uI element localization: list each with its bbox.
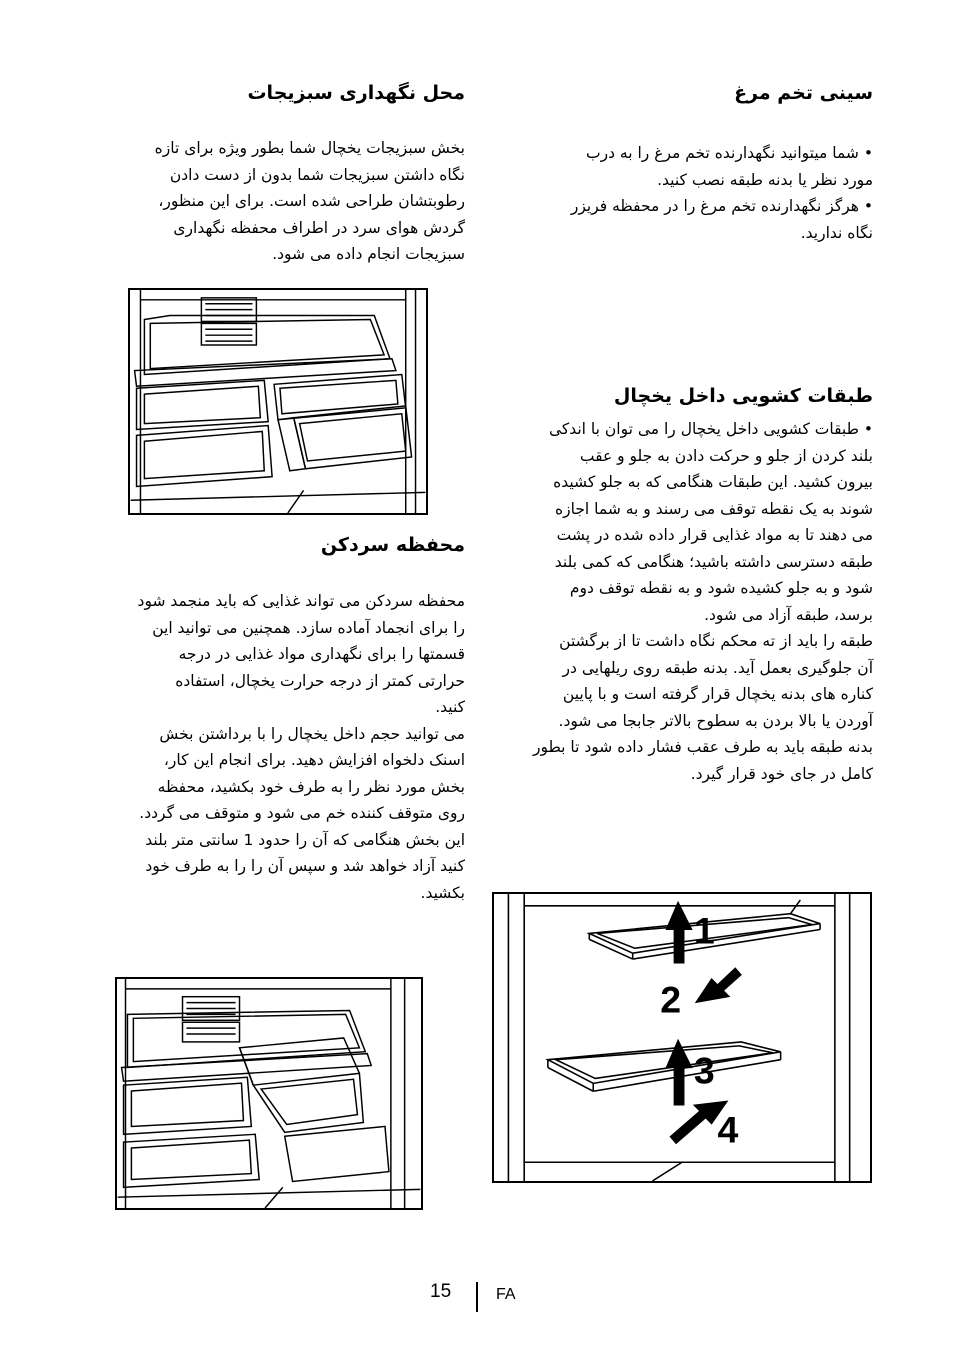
text-line: کناره های بدنه یخچال قرار گرفته است و با پایین bbox=[562, 685, 873, 703]
crisper-drawing bbox=[130, 290, 426, 513]
step-label-3: 3 bbox=[693, 1049, 715, 1092]
text-line: محفظه سردکن می تواند غذایی که باید منجمد شود bbox=[137, 592, 465, 610]
crisper-text bbox=[88, 135, 465, 268]
text-line: را برای انجماد آماده سازد. همچنین می توانید این bbox=[152, 618, 465, 637]
text-line: نگاه داشتن سبزیجات شما بدون از دست دادن bbox=[169, 165, 465, 184]
text-line: کنید. bbox=[435, 698, 465, 716]
text-line: آن جلوگیری بعمل آید. بدنه طبقه روی ریلهایی در bbox=[562, 658, 873, 677]
chiller-text bbox=[88, 588, 465, 906]
text-line: آوردن یا بالا بردن به سطوح بالاتر جابجا می شود. bbox=[558, 711, 873, 730]
text-line: حرارتی کمتر از درجه حرارت یخچال، استفاده bbox=[175, 671, 465, 690]
text-line: اسنک دلخواه افزایش دهید. برای انجام این کار، bbox=[163, 751, 465, 769]
text-line: گردش هوای سرد در اطراف محفظه نگهداری bbox=[173, 218, 465, 237]
page-number: 15 bbox=[430, 1281, 452, 1302]
text-line: • هرگز نگهدارنده تخم مرغ را در محفظه فریزر bbox=[570, 197, 873, 215]
text-line: بخش سبزیجات یخچال شما بطور ویژه برای تازه bbox=[154, 139, 465, 157]
text-line: کنید آزاد خواهد شد و سپس آن را را به طرف خود bbox=[145, 857, 465, 875]
step-label-2: 2 bbox=[660, 978, 682, 1021]
text-line: مورد نظر یا بدنه طبقه نصب کنید. bbox=[657, 170, 873, 189]
egg-tray-title: سینی تخم مرغ bbox=[734, 82, 873, 104]
chiller-illustration bbox=[115, 977, 423, 1210]
chiller-drawing bbox=[117, 979, 421, 1208]
shelf-steps-illustration bbox=[492, 892, 872, 1183]
text-line: بلند کردن از جلو و حرکت دادن به جلو و عقب bbox=[579, 446, 873, 465]
text-line: طبقه دسترسی داشته باشید؛ هنگامی که کمی بلند bbox=[554, 552, 873, 571]
chiller-title: محفظه سردکن bbox=[320, 534, 465, 556]
text-line: شوند به یک نقطه توقف می رسند و به شما اجازه bbox=[555, 499, 873, 518]
text-line: طبقه را باید از ته محکم نگاه داشت تا از برگشتن bbox=[559, 632, 873, 650]
text-line: بکشید. bbox=[420, 883, 465, 902]
shelf-drawing bbox=[494, 894, 870, 1181]
egg-tray-text bbox=[492, 140, 873, 246]
text-line: این بخش هنگامی که آن را حدود 1 سانتی متر بلند bbox=[145, 830, 465, 849]
text-line: می توانید حجم داخل یخچال را با برداشتن بخش bbox=[159, 724, 465, 743]
text-line: می دهند تا به مواد غذایی قرار داده شده در پشت bbox=[556, 526, 873, 544]
text-line: • شما میتوانید نگهدارنده تخم مرغ را به درب bbox=[586, 144, 873, 162]
sliding-shelves-text bbox=[492, 416, 873, 787]
crisper-title: محل نگهداری سبزیجات bbox=[247, 82, 465, 104]
text-line: برسد، طبقه آزاد می شود. bbox=[704, 605, 873, 624]
text-line: بخش مورد نظر را به طرف خود بکشید، محفظه bbox=[157, 777, 465, 796]
text-line: بیرون کشید. این طبقات هنگامی که به جلو کشیده bbox=[553, 473, 873, 491]
crisper-illustration bbox=[128, 288, 428, 515]
text-line: سبزیجات انجام داده می شود. bbox=[272, 245, 465, 263]
text-line: نگاه ندارید. bbox=[800, 223, 873, 242]
step-label-4: 4 bbox=[717, 1108, 739, 1151]
text-line: روی متوقف کننده خم می شود و متوقف می گردد. bbox=[139, 804, 465, 822]
language-code: FA bbox=[496, 1286, 516, 1303]
step-label-1: 1 bbox=[693, 909, 715, 952]
text-line: قسمتها را برای نگهداری مواد غذایی در درجه bbox=[178, 645, 465, 663]
text-line: رطوبتشان طراحی شده است. برای این منظور، bbox=[158, 192, 465, 210]
footer-divider bbox=[476, 1282, 478, 1312]
text-line: بدنه طبقه باید به طرف عقب فشار داده شود تا بطور bbox=[532, 738, 873, 756]
text-line: کامل در جای خود قرار گیرد. bbox=[690, 764, 873, 783]
text-line: • طبقات کشویی داخل یخچال را می توان با اندکی bbox=[548, 420, 873, 438]
sliding-shelves-title: طبقات کشویی داخل یخچال bbox=[613, 385, 873, 407]
text-line: شود و به جلو کشیده شود و به نقطه توقف دوم bbox=[569, 579, 873, 597]
arrow-down-left-icon bbox=[696, 968, 741, 1003]
